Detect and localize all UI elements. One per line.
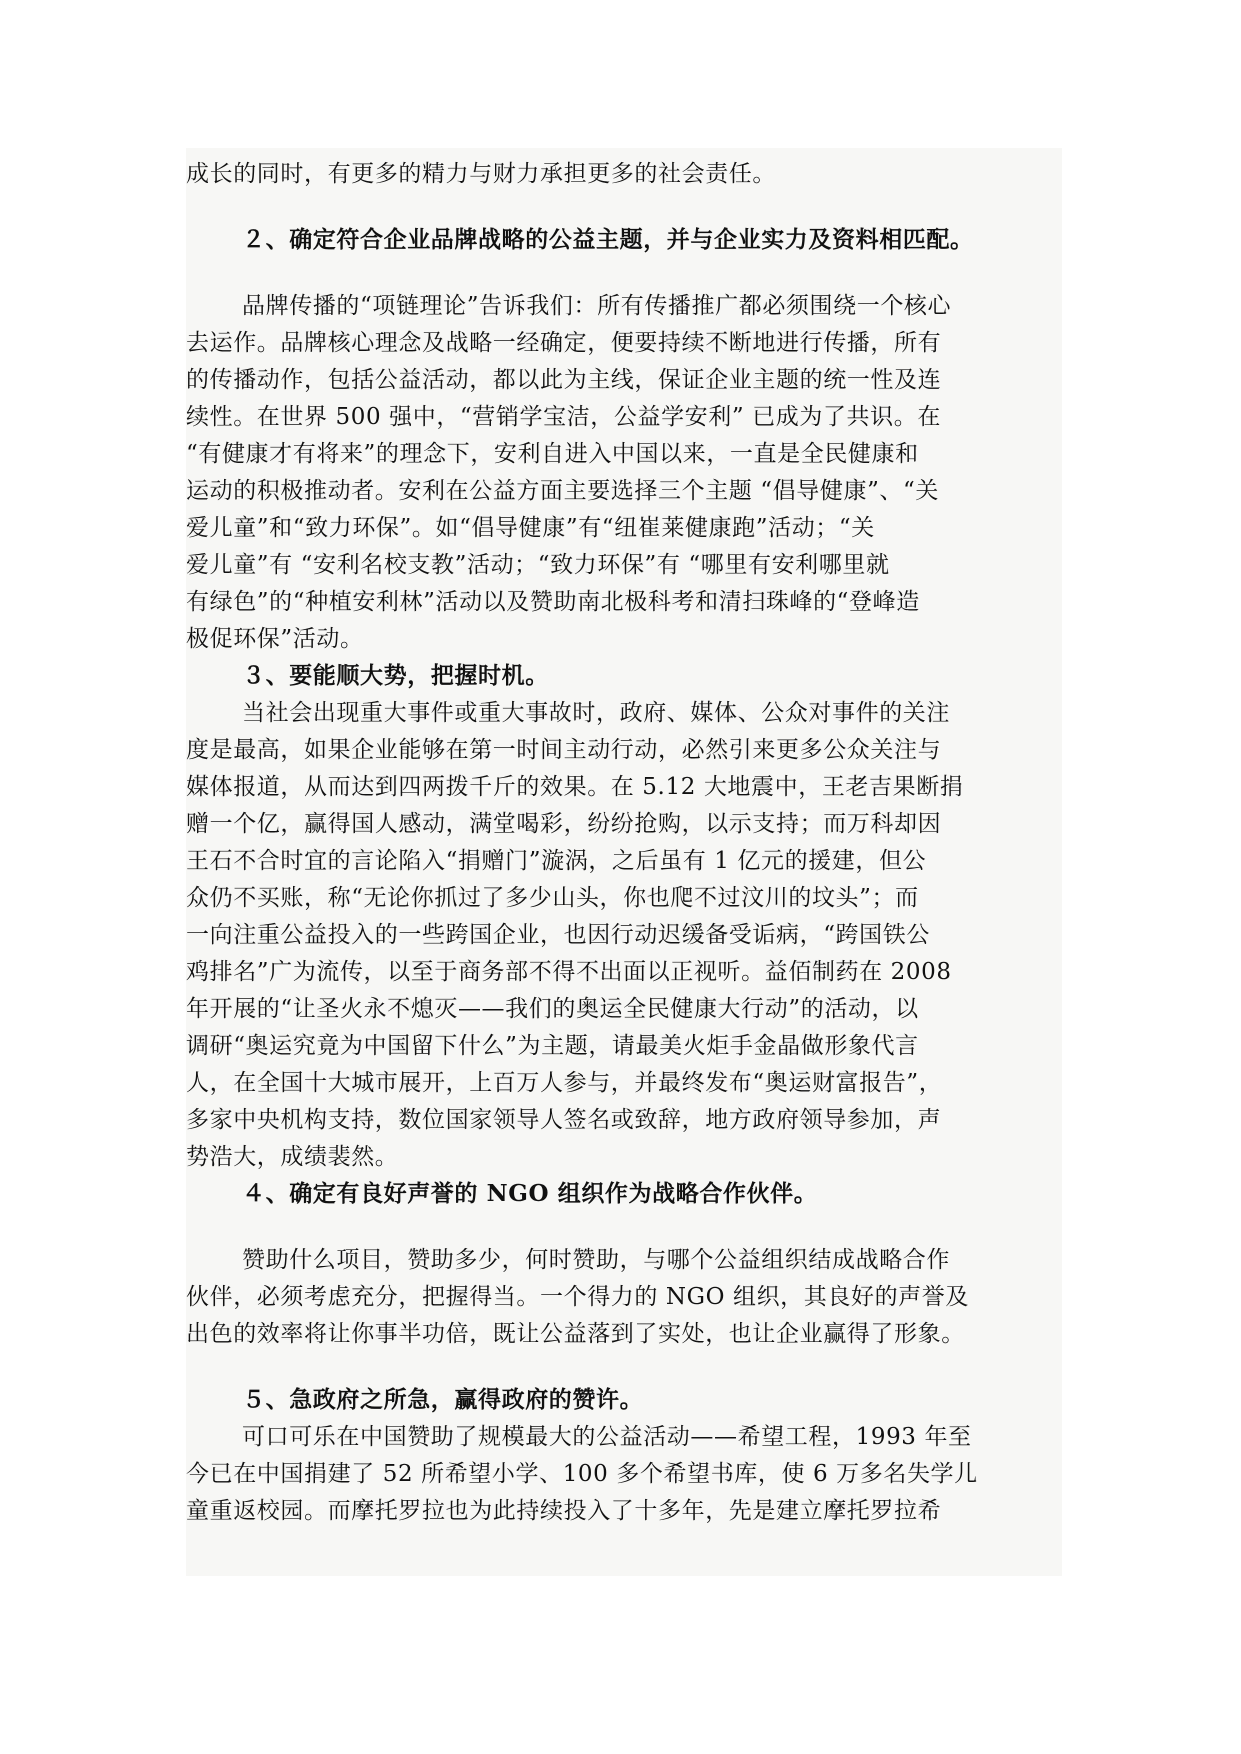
paragraph-line: 年开展的“让圣火永不熄灭——我们的奥运全民健康大行动”的活动，以 (186, 996, 919, 1022)
paragraph-line: 赠一个亿，赢得国人感动，满堂喝彩，纷纷抢购，以示支持；而万科却因 (186, 811, 942, 837)
document-page (186, 148, 1062, 1576)
section-heading-2: ２、确定符合企业品牌战略的公益主题，并与企业实力及资料相匹配。 (242, 226, 974, 253)
paragraph-line: 一向注重公益投入的一些跨国企业，也因行动迟缓备受诟病，“跨国铁公 (186, 922, 930, 948)
paragraph-line: 童重返校园。而摩托罗拉也为此持续投入了十多年，先是建立摩托罗拉希 (186, 1498, 942, 1524)
paragraph-line: 有绿色”的“种植安利林”活动以及赞助南北极科考和清扫珠峰的“登峰造 (186, 589, 920, 615)
paragraph-line: 今已在中国捐建了 52 所希望小学、100 多个希望书库，使 6 万多名失学儿 (186, 1461, 978, 1487)
paragraph-line: “有健康才有将来”的理念下，安利自进入中国以来，一直是全民健康和 (186, 441, 919, 467)
paragraph-line: 调研“奥运究竟为中国留下什么”为主题，请最美火炬手金晶做形象代言 (186, 1033, 919, 1059)
section-heading-5: ５、急政府之所急，赢得政府的赞许。 (242, 1386, 644, 1413)
paragraph-line: 势浩大，成绩裴然。 (186, 1144, 399, 1170)
paragraph-line: 品牌传播的“项链理论”告诉我们：所有传播推广都必须围绕一个核心 (242, 293, 952, 319)
paragraph-line: 赞助什么项目，赞助多少，何时赞助，与哪个公益组织结成战略合作 (242, 1247, 950, 1273)
paragraph-line: 续性。在世界 500 强中，“营销学宝洁，公益学安利” 已成为了共识。在 (186, 404, 941, 430)
paragraph-line: 爱儿童”有 “安利名校支教”活动；“致力环保”有 “哪里有安利哪里就 (186, 552, 890, 578)
paragraph-line: 伙伴，必须考虑充分，把握得当。一个得力的 NGO 组织，其良好的声誉及 (186, 1284, 969, 1310)
paragraph-line: 运动的积极推动者。安利在公益方面主要选择三个主题 “倡导健康”、“关 (186, 478, 939, 504)
paragraph-line: 成长的同时，有更多的精力与财力承担更多的社会责任。 (186, 161, 776, 187)
paragraph-line: 多家中央机构支持，数位国家领导人签名或致辞，地方政府领导参加，声 (186, 1107, 942, 1133)
paragraph-line: 鸡排名”广为流传，以至于商务部不得不出面以正视听。益佰制药在 2008 (186, 959, 952, 985)
paragraph-line: 可口可乐在中国赞助了规模最大的公益活动——希望工程，1993 年至 (242, 1424, 972, 1450)
paragraph-line: 出色的效率将让你事半功倍，既让公益落到了实处，也让企业赢得了形象。 (186, 1321, 965, 1347)
section-heading-3: ３、要能顺大势，把握时机。 (242, 662, 549, 689)
paragraph-line: 爱儿童”和“致力环保”。如“倡导健康”有“纽崔莱健康跑”活动；“关 (186, 515, 875, 541)
paragraph-line: 去运作。品牌核心理念及战略一经确定，便要持续不断地进行传播，所有 (186, 330, 942, 356)
section-heading-4: ４、确定有良好声誉的 NGO 组织作为战略合作伙伴。 (242, 1180, 818, 1207)
paragraph-line: 王石不合时宜的言论陷入“捐赠门”漩涡，之后虽有 1 亿元的援建，但公 (186, 848, 927, 874)
paragraph-line: 的传播动作，包括公益活动，都以此为主线，保证企业主题的统一性及连 (186, 367, 942, 393)
paragraph-line: 媒体报道，从而达到四两拨千斤的效果。在 5.12 大地震中，王老吉果断捐 (186, 774, 964, 800)
paragraph-line: 极促环保”活动。 (186, 626, 364, 652)
paragraph-line: 当社会出现重大事件或重大事故时，政府、媒体、公众对事件的关注 (242, 700, 950, 726)
paragraph-line: 人，在全国十大城市展开，上百万人参与，并最终发布“奥运财富报告”， (186, 1070, 943, 1096)
paragraph-line: 度是最高，如果企业能够在第一时间主动行动，必然引来更多公众关注与 (186, 737, 942, 763)
paragraph-line: 众仍不买账，称“无论你抓过了多少山头，你也爬不过汶川的坟头”；而 (186, 885, 919, 911)
